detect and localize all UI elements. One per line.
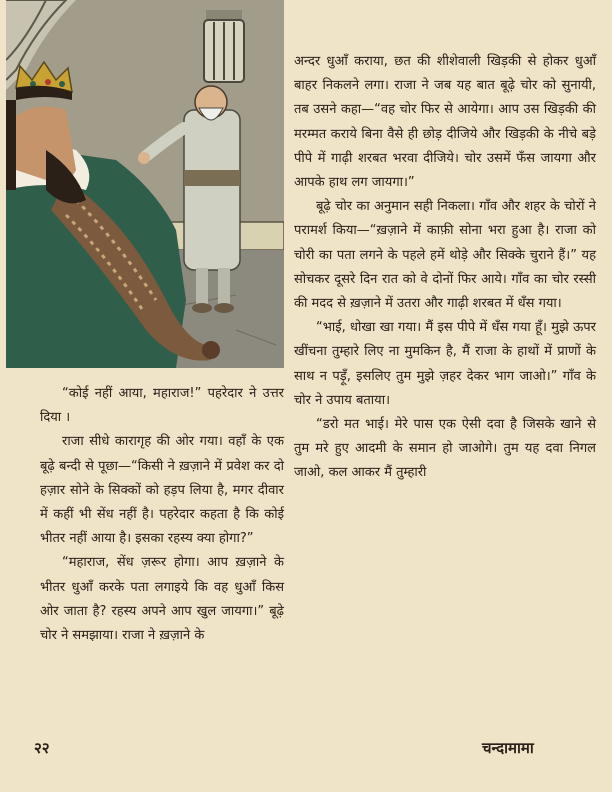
left-paragraph-1: “कोई नहीं आया, महाराज!” पहरेदार ने उत्तर दिया ।: [40, 386, 284, 426]
left-column: [40, 382, 284, 648]
left-paragraph-3: “महाराज, सेंध ज़रूर होगा। आप ख़ज़ाने के भीतर धुआँ करके पता लगाइये कि वह धुआँ किस ओर जाता है? रहस्य अपने आप खुल जायगा।” बूढ़े चोर ने समझाया। राजा ने ख़ज़ाने के: [40, 555, 284, 644]
left-paragraph-2: राजा सीधे कारागृह की ओर गया। वहाँ के एक बूढ़े बन्दी से पूछा—“किसी ने ख़ज़ाने में प्रवेश कर दो हज़ार सोने के सिक्कों को हड़प लिया है, मगर दीवार में कहीं भी सेंध नहीं है। पहरेदार कहता है कि कोई भीतर नहीं आया है। इसका रहस्य क्या होगा?”: [40, 434, 284, 547]
right-paragraph-1: अन्दर धुआँ कराया, छत की शीशेवाली खिड़की से होकर धुआँ बाहर निकलने लगा। राजा ने जब यह बात बूढ़े चोर को सुनायी, तब उसने कहा—“वह चोर फिर से आयेगा। आप उस खिड़की की मरम्मत कराये बिना वैसे ही छोड़ दीजिये और खिड़की के नीचे बड़े पीपे में गाढ़ी शरबत भरवा दीजिये। चोर उसमें फँस जायगा और आपके हाथ लग जायगा।”: [294, 54, 596, 191]
magazine-name: चन्दामामा: [482, 739, 534, 757]
page-number: २२: [34, 739, 50, 757]
right-paragraph-2: बूढ़े चोर का अनुमान सही निकला। गाँव और शहर के चोरों ने परामर्श किया—“ख़ज़ाने में काफ़ी सोना भरा हुआ है। राजा को चोरी का पता लगने के पहले हमें थोड़े और सिक्के चुराने हैं।” यह सोचकर दूसरे दिन रात को वे दोनों फिर आये। गाँव का चोर रस्सी की मदद से ख़ज़ाने में उतरा और गाढ़ी शरबत में धँस गया।: [294, 199, 596, 312]
right-paragraph-4: “डरो मत भाई। मेरे पास एक ऐसी दवा है जिसके खाने से तुम मरे हुए आदमी के समान हो जाओगे। तुम यह दवा निगल जाओ, कल आकर मैं तुम्हारी: [294, 417, 596, 481]
prison-scene-illustration: [6, 0, 284, 368]
right-column: [294, 50, 596, 486]
story-illustration: [6, 0, 284, 368]
barred-window-icon: [204, 10, 244, 82]
right-paragraph-3: “भाई, धोखा खा गया। मैं इस पीपे में धँस गया हूँ। मुझे ऊपर खींचना तुम्हारे लिए ना मुमकिन है, मैं राजा के हाथों में प्राणों के साथ न पड़ूँ, इसलिए तुम मुझे ज़हर देकर भाग जाओ।” गाँव के चोर ने उपाय बताया।: [294, 320, 596, 408]
